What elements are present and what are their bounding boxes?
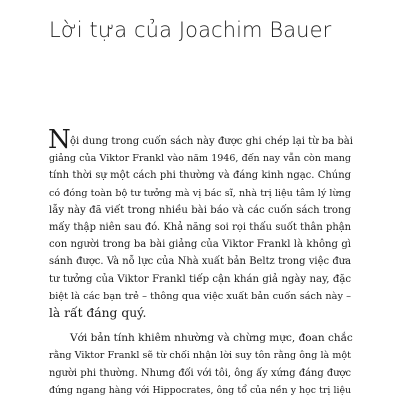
paragraph-1-line-10: biệt là các bạn trẻ – thông qua việc xuất bản cuốn sách này – bbox=[49, 290, 351, 302]
paragraph-2-line-3: người phi thường. Nhưng đối với tôi, ông ấy xứng đáng được bbox=[49, 367, 351, 379]
paragraph-2-line-1: Với bản tính khiêm nhường và chừng mực, đoan chắc bbox=[70, 332, 353, 345]
paragraph-gap bbox=[49, 322, 351, 330]
paragraph-1-line-8: sánh được. Và nỗ lực của Nhà xuất bản Beltz trong việc đưa bbox=[49, 256, 351, 268]
paragraph-1-line-4: có đóng toàn bộ tư tưởng mà vị bác sĩ, nhà trị liệu tâm lý lừng bbox=[49, 187, 351, 199]
paragraph-1-line-3: tính thời sự một cách phi thường và đáng kinh ngạc. Chúng bbox=[49, 170, 351, 182]
paragraph-1-line-6: mấy thập niên sau đó. Khả năng soi rọi thấu suốt thân phận bbox=[49, 222, 351, 234]
drop-cap: N bbox=[48, 125, 71, 155]
paragraph-1-line-5: lẫy này đã viết trong nhiều bài báo và các cuốn sách trong bbox=[49, 204, 351, 216]
paragraph-1-line-7: con người trong ba bài giảng của Viktor Frankl là không gì bbox=[49, 239, 351, 251]
paragraph-1-line-1 bbox=[48, 125, 353, 155]
body-text bbox=[48, 125, 353, 399]
paragraph-1-line-1-text: ội dung trong cuốn sách này được ghi chép lại từ ba bài bbox=[70, 136, 353, 147]
paragraph-2-line-2: rằng Viktor Frankl sẽ từ chối nhận lời suy tôn rằng ông là một bbox=[49, 350, 351, 362]
chapter-title: Lời tựa của Joachim Bauer bbox=[49, 18, 332, 42]
paragraph-1-line-9: tư tưởng của Viktor Frankl tiếp cận khán giả ngày nay, đặc bbox=[49, 273, 351, 285]
paragraph-1-line-11: là rất đáng quý. bbox=[49, 306, 147, 321]
paragraph-1-line-2: giảng của Viktor Frankl vào năm 1946, đến nay vẫn còn mang bbox=[49, 153, 351, 165]
paragraph-2-line-4: đứng ngang hàng với Hippocrates, ông tổ của nền y học trị liệu bbox=[49, 384, 351, 396]
